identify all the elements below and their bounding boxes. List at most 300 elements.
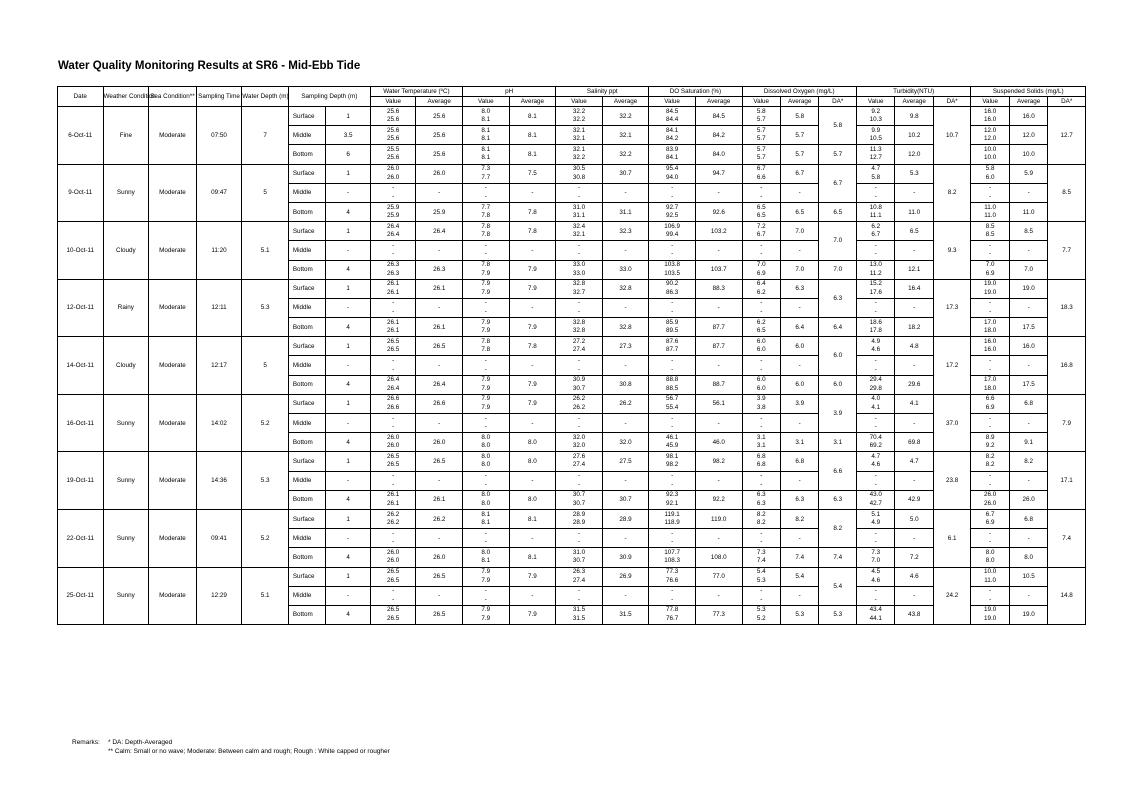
salinity-average: 30.9 (602, 548, 649, 567)
reading-value: 26.0 (984, 499, 997, 507)
dissolved-oxygen-da-surface-middle: 5.4 (819, 567, 857, 605)
turbidity-average: - (895, 298, 933, 317)
dissolved-oxygen-values (742, 529, 780, 548)
reading-value: - (671, 299, 674, 307)
reading-value: - (874, 241, 877, 249)
reading-value: 32.1 (572, 126, 586, 134)
ph-average: - (509, 298, 556, 317)
reading-value: - (392, 307, 395, 315)
sampling-depth-cell: - (326, 471, 371, 490)
level-name: Bottom (288, 548, 325, 567)
do-saturation-values (649, 260, 696, 279)
salinity-average: - (602, 241, 649, 260)
ph-average: 8.0 (509, 490, 556, 509)
ph-values (463, 298, 510, 317)
reading-value: 17.0 (984, 318, 997, 326)
dissolved-oxygen-values (742, 414, 780, 433)
salinity-values (556, 452, 603, 471)
sampling-depth-cell: 1 (326, 509, 371, 528)
suspended-solids-values (971, 452, 1009, 471)
table-row (58, 279, 1086, 298)
reading-value: 103.5 (664, 269, 680, 277)
sampling-time-cell: 14:36 (196, 452, 242, 510)
reading-value: 8.2 (756, 510, 766, 518)
suspended-solids-da: 14.8 (1048, 567, 1086, 625)
reading-value: 19.0 (984, 288, 997, 296)
suspended-solids-values (971, 241, 1009, 260)
salinity-average: 28.9 (602, 509, 649, 528)
salinity-average: - (602, 298, 649, 317)
sea-condition-cell: Moderate (149, 164, 197, 222)
reading-value: - (484, 414, 487, 422)
do-saturation-average: 84.0 (695, 145, 742, 164)
sampling-depth-cell: - (326, 414, 371, 433)
suspended-solids-average: 26.0 (1009, 490, 1047, 509)
reading-value: - (392, 595, 395, 603)
reading-value: 5.7 (756, 135, 766, 143)
sea-condition-cell: Moderate (149, 222, 197, 280)
salinity-average: 32.1 (602, 126, 649, 145)
table-row (58, 509, 1086, 528)
turbidity-values (856, 548, 894, 567)
reading-value: 7.0 (985, 261, 995, 269)
suspended-solids-da: 17.1 (1048, 452, 1086, 510)
reading-value: - (989, 184, 992, 192)
turbidity-average: 5.3 (895, 164, 933, 183)
temperature-average: - (416, 298, 463, 317)
reading-value: 5.7 (756, 126, 766, 134)
reading-value: - (671, 472, 674, 480)
reading-value: 6.9 (756, 269, 766, 277)
dissolved-oxygen-values (742, 586, 780, 605)
page-title: Water Quality Monitoring Results at SR6 - Mid-Ebb Tide (58, 60, 361, 72)
turbidity-average: 29.6 (895, 375, 933, 394)
reading-value: 13.0 (869, 261, 882, 269)
salinity-values (556, 433, 603, 452)
reading-value: 8.0 (481, 461, 491, 469)
reading-value: - (577, 423, 581, 431)
reading-value: 6.9 (985, 519, 995, 527)
temperature-values (370, 126, 416, 145)
turbidity-values (856, 164, 894, 183)
dissolved-oxygen-values (742, 394, 780, 413)
reading-value: 16.0 (984, 107, 997, 115)
do-saturation-values (649, 529, 696, 548)
reading-value: - (577, 414, 581, 422)
turbidity-values (856, 414, 894, 433)
reading-value: 31.0 (572, 203, 586, 211)
header-average: Average (509, 97, 556, 107)
do-saturation-values (649, 471, 696, 490)
reading-value: 5.3 (756, 576, 766, 584)
ph-average: 7.5 (509, 164, 556, 183)
dissolved-oxygen-values (742, 337, 780, 356)
reading-value: 7.8 (481, 212, 491, 220)
header-date: Date (58, 87, 104, 107)
level-name: Surface (288, 394, 325, 413)
reading-value: 26.4 (387, 231, 400, 239)
do-saturation-values (649, 337, 696, 356)
dissolved-oxygen-da-bottom: 6.3 (819, 490, 857, 509)
turbidity-average: 12.0 (895, 145, 933, 164)
reading-value: 26.3 (387, 269, 400, 277)
salinity-values (556, 529, 603, 548)
reading-value: - (392, 365, 395, 373)
reading-value: 29.4 (869, 376, 882, 384)
ph-values (463, 490, 510, 509)
salinity-average: 27.3 (602, 337, 649, 356)
salinity-average: 30.7 (602, 164, 649, 183)
date-cell: 22-Oct-11 (58, 509, 104, 567)
temperature-values (370, 356, 416, 375)
reading-value: 6.7 (985, 510, 995, 518)
dissolved-oxygen-average: 6.7 (780, 164, 818, 183)
reading-value: 26.0 (387, 557, 400, 565)
suspended-solids-values (971, 164, 1009, 183)
turbidity-values (856, 222, 894, 241)
weather-cell: Sunny (103, 567, 149, 625)
temperature-average: - (416, 471, 463, 490)
reading-value: - (577, 184, 581, 192)
reading-value: - (392, 357, 395, 365)
ph-values (463, 356, 510, 375)
header-sampling-time: Sampling Time (196, 87, 242, 107)
reading-value: 26.2 (572, 403, 586, 411)
reading-value: 26.4 (387, 222, 400, 230)
temperature-average: - (416, 183, 463, 202)
ph-values (463, 375, 510, 394)
reading-value: 77.8 (665, 606, 679, 614)
reading-value: - (760, 538, 763, 546)
salinity-values (556, 298, 603, 317)
salinity-average: 32.2 (602, 107, 649, 126)
reading-value: - (392, 192, 395, 200)
reading-value: 5.7 (756, 154, 766, 162)
reading-value: - (989, 587, 992, 595)
dissolved-oxygen-values (742, 452, 780, 471)
suspended-solids-values (971, 202, 1009, 221)
reading-value: - (874, 472, 877, 480)
sea-condition-cell: Moderate (149, 337, 197, 395)
temperature-average: 25.6 (416, 145, 463, 164)
turbidity-average: 11.0 (895, 202, 933, 221)
reading-value: 5.8 (985, 165, 995, 173)
sampling-depth-cell: 4 (326, 318, 371, 337)
reading-value: 12.0 (984, 135, 997, 143)
dissolved-oxygen-values (742, 375, 780, 394)
reading-value: 7.8 (481, 337, 491, 345)
reading-value: 26.4 (387, 376, 400, 384)
dissolved-oxygen-values (742, 145, 780, 164)
suspended-solids-da: 7.7 (1048, 222, 1086, 280)
turbidity-values (856, 471, 894, 490)
salinity-average: - (602, 471, 649, 490)
reading-value: 17.8 (869, 327, 882, 335)
turbidity-values (856, 318, 894, 337)
reading-value: - (484, 538, 487, 546)
reading-value: - (760, 241, 763, 249)
reading-value: 33.0 (572, 261, 586, 269)
reading-value: 6.2 (756, 318, 766, 326)
salinity-values (556, 337, 603, 356)
level-name: Surface (288, 567, 325, 586)
reading-value: 84.1 (665, 126, 679, 134)
reading-value: 6.7 (871, 231, 881, 239)
salinity-average: - (602, 183, 649, 202)
turbidity-da: 9.3 (933, 222, 970, 280)
temperature-average: 26.0 (416, 548, 463, 567)
dissolved-oxygen-average: 5.7 (780, 145, 818, 164)
reading-value: - (577, 299, 581, 307)
reading-value: - (392, 472, 395, 480)
dissolved-oxygen-average: 5.4 (780, 567, 818, 586)
ph-average: 8.1 (509, 509, 556, 528)
dissolved-oxygen-average: - (780, 586, 818, 605)
reading-value: - (760, 299, 763, 307)
do-saturation-values (649, 433, 696, 452)
suspended-solids-values (971, 605, 1009, 624)
reading-value: 46.1 (665, 433, 679, 441)
temperature-values (370, 222, 416, 241)
suspended-solids-average: 7.0 (1009, 260, 1047, 279)
reading-value: 26.1 (387, 280, 400, 288)
salinity-values (556, 164, 603, 183)
reading-value: - (989, 414, 992, 422)
reading-value: 5.4 (756, 568, 766, 576)
do-saturation-average: - (695, 298, 742, 317)
reading-value: 103.8 (664, 261, 680, 269)
dissolved-oxygen-average: 6.3 (780, 279, 818, 298)
reading-value: 7.9 (481, 376, 491, 384)
temperature-values (370, 394, 416, 413)
reading-value: 30.8 (572, 173, 586, 181)
dissolved-oxygen-values (742, 260, 780, 279)
reading-value: 26.0 (387, 442, 400, 450)
dissolved-oxygen-da-surface-middle: 3.9 (819, 394, 857, 432)
suspended-solids-average: 11.0 (1009, 202, 1047, 221)
reading-value: - (874, 307, 877, 315)
sampling-depth-cell: - (326, 529, 371, 548)
dissolved-oxygen-da-bottom: 5.7 (819, 145, 857, 164)
reading-value: 7.8 (481, 261, 491, 269)
dissolved-oxygen-da-bottom: 7.4 (819, 548, 857, 567)
do-saturation-average: 88.7 (695, 375, 742, 394)
sea-condition-cell: Moderate (149, 279, 197, 337)
ph-average: - (509, 183, 556, 202)
ph-values (463, 414, 510, 433)
reading-value: - (671, 250, 674, 258)
reading-value: 7.8 (481, 231, 491, 239)
reading-value: - (577, 241, 581, 249)
reading-value: - (671, 357, 674, 365)
turbidity-values (856, 452, 894, 471)
sampling-depth-cell: - (326, 356, 371, 375)
reading-value: 28.9 (572, 519, 586, 527)
salinity-average: - (602, 414, 649, 433)
ph-average: - (509, 414, 556, 433)
reading-value: 32.2 (572, 154, 586, 162)
reading-value: 7.9 (481, 288, 491, 296)
ph-average: 7.9 (509, 375, 556, 394)
suspended-solids-values (971, 337, 1009, 356)
dissolved-oxygen-values (742, 490, 780, 509)
suspended-solids-average: - (1009, 183, 1047, 202)
dissolved-oxygen-values (742, 509, 780, 528)
ph-average: - (509, 356, 556, 375)
reading-value: - (577, 595, 581, 603)
turbidity-values (856, 298, 894, 317)
table-row (58, 222, 1086, 241)
weather-cell: Fine (103, 107, 149, 165)
reading-value: - (577, 250, 581, 258)
reading-value: 7.9 (481, 327, 491, 335)
reading-value: 5.2 (756, 614, 766, 622)
dissolved-oxygen-average: 6.3 (780, 490, 818, 509)
suspended-solids-average: - (1009, 471, 1047, 490)
turbidity-values (856, 490, 894, 509)
reading-value: 32.2 (572, 107, 586, 115)
reading-value: 107.7 (664, 548, 680, 556)
reading-value: - (484, 587, 487, 595)
reading-value: 26.6 (387, 403, 400, 411)
sea-condition-cell: Moderate (149, 107, 197, 165)
reading-value: 6.9 (985, 269, 995, 277)
salinity-values (556, 509, 603, 528)
suspended-solids-average: - (1009, 586, 1047, 605)
suspended-solids-average: 6.8 (1009, 509, 1047, 528)
reading-value: - (484, 529, 487, 537)
reading-value: 26.1 (387, 327, 400, 335)
reading-value: - (392, 299, 395, 307)
reading-value: 7.9 (481, 280, 491, 288)
reading-value: - (760, 192, 763, 200)
dissolved-oxygen-average: - (780, 183, 818, 202)
reading-value: 32.1 (572, 135, 586, 143)
ph-values (463, 183, 510, 202)
reading-value: - (760, 529, 763, 537)
ph-average: 7.9 (509, 279, 556, 298)
do-saturation-values (649, 145, 696, 164)
header-group: Salinity ppt (556, 87, 649, 97)
level-name: Surface (288, 164, 325, 183)
level-name: Middle (288, 529, 325, 548)
ph-values (463, 586, 510, 605)
remarks (72, 738, 390, 756)
salinity-values (556, 356, 603, 375)
reading-value: 32.1 (572, 145, 586, 153)
temperature-average: 26.4 (416, 375, 463, 394)
reading-value: 31.1 (572, 212, 586, 220)
sampling-depth-cell: 6 (326, 145, 371, 164)
reading-value: 4.1 (871, 403, 881, 411)
turbidity-average: 16.4 (895, 279, 933, 298)
ph-average: 7.9 (509, 394, 556, 413)
water-quality-table (57, 86, 1086, 625)
reading-value: 70.4 (869, 433, 882, 441)
do-saturation-average: - (695, 183, 742, 202)
weather-cell: Sunny (103, 164, 149, 222)
level-name: Middle (288, 126, 325, 145)
reading-value: - (577, 357, 581, 365)
ph-values (463, 318, 510, 337)
suspended-solids-da: 16.8 (1048, 337, 1086, 395)
reading-value: 6.0 (756, 346, 766, 354)
reading-value: 92.1 (665, 499, 679, 507)
salinity-values (556, 394, 603, 413)
reading-value: - (671, 587, 674, 595)
turbidity-average: 4.7 (895, 452, 933, 471)
reading-value: - (392, 241, 395, 249)
do-saturation-average: 103.2 (695, 222, 742, 241)
ph-average: 8.1 (509, 548, 556, 567)
reading-value: - (577, 587, 581, 595)
temperature-average: 26.3 (416, 260, 463, 279)
sea-condition-cell: Moderate (149, 452, 197, 510)
turbidity-average: 9.8 (895, 107, 933, 126)
do-saturation-values (649, 107, 696, 126)
turbidity-average: - (895, 241, 933, 260)
ph-average: 7.9 (509, 260, 556, 279)
salinity-average: 31.1 (602, 202, 649, 221)
water-depth-cell: 5.3 (242, 452, 289, 510)
suspended-solids-average: 19.0 (1009, 605, 1047, 624)
reading-value: 6.0 (756, 376, 766, 384)
temperature-values (370, 509, 416, 528)
reading-value: - (874, 357, 877, 365)
reading-value: 77.3 (665, 568, 679, 576)
dissolved-oxygen-da-surface-middle: 5.8 (819, 107, 857, 145)
do-saturation-average: - (695, 529, 742, 548)
turbidity-average: 42.9 (895, 490, 933, 509)
do-saturation-average: 92.6 (695, 202, 742, 221)
header-average: Average (895, 97, 933, 107)
reading-value: 84.2 (665, 135, 679, 143)
suspended-solids-average: 17.5 (1009, 375, 1047, 394)
reading-value: 26.5 (387, 337, 400, 345)
reading-value: - (874, 184, 877, 192)
reading-value: 27.2 (572, 337, 586, 345)
reading-value: 32.0 (572, 442, 586, 450)
do-saturation-values (649, 605, 696, 624)
header-average: Average (780, 97, 818, 107)
reading-value: - (989, 538, 992, 546)
header-average: Average (695, 97, 742, 107)
reading-value: 26.5 (387, 576, 400, 584)
reading-value: 32.8 (572, 327, 586, 335)
date-cell: 19-Oct-11 (58, 452, 104, 510)
reading-value: 6.5 (756, 212, 766, 220)
weather-cell: Sunny (103, 394, 149, 452)
sea-condition-cell: Moderate (149, 394, 197, 452)
ph-values (463, 260, 510, 279)
do-saturation-values (649, 222, 696, 241)
reading-value: 4.6 (871, 576, 881, 584)
suspended-solids-values (971, 145, 1009, 164)
suspended-solids-values (971, 567, 1009, 586)
suspended-solids-values (971, 414, 1009, 433)
temperature-average: 26.5 (416, 605, 463, 624)
temperature-values (370, 279, 416, 298)
header-value: Value (556, 97, 603, 107)
dissolved-oxygen-average: - (780, 414, 818, 433)
turbidity-values (856, 202, 894, 221)
salinity-values (556, 605, 603, 624)
salinity-values (556, 414, 603, 433)
suspended-solids-average: 10.5 (1009, 567, 1047, 586)
suspended-solids-average: 12.0 (1009, 126, 1047, 145)
reading-value: - (874, 192, 877, 200)
level-name: Middle (288, 298, 325, 317)
